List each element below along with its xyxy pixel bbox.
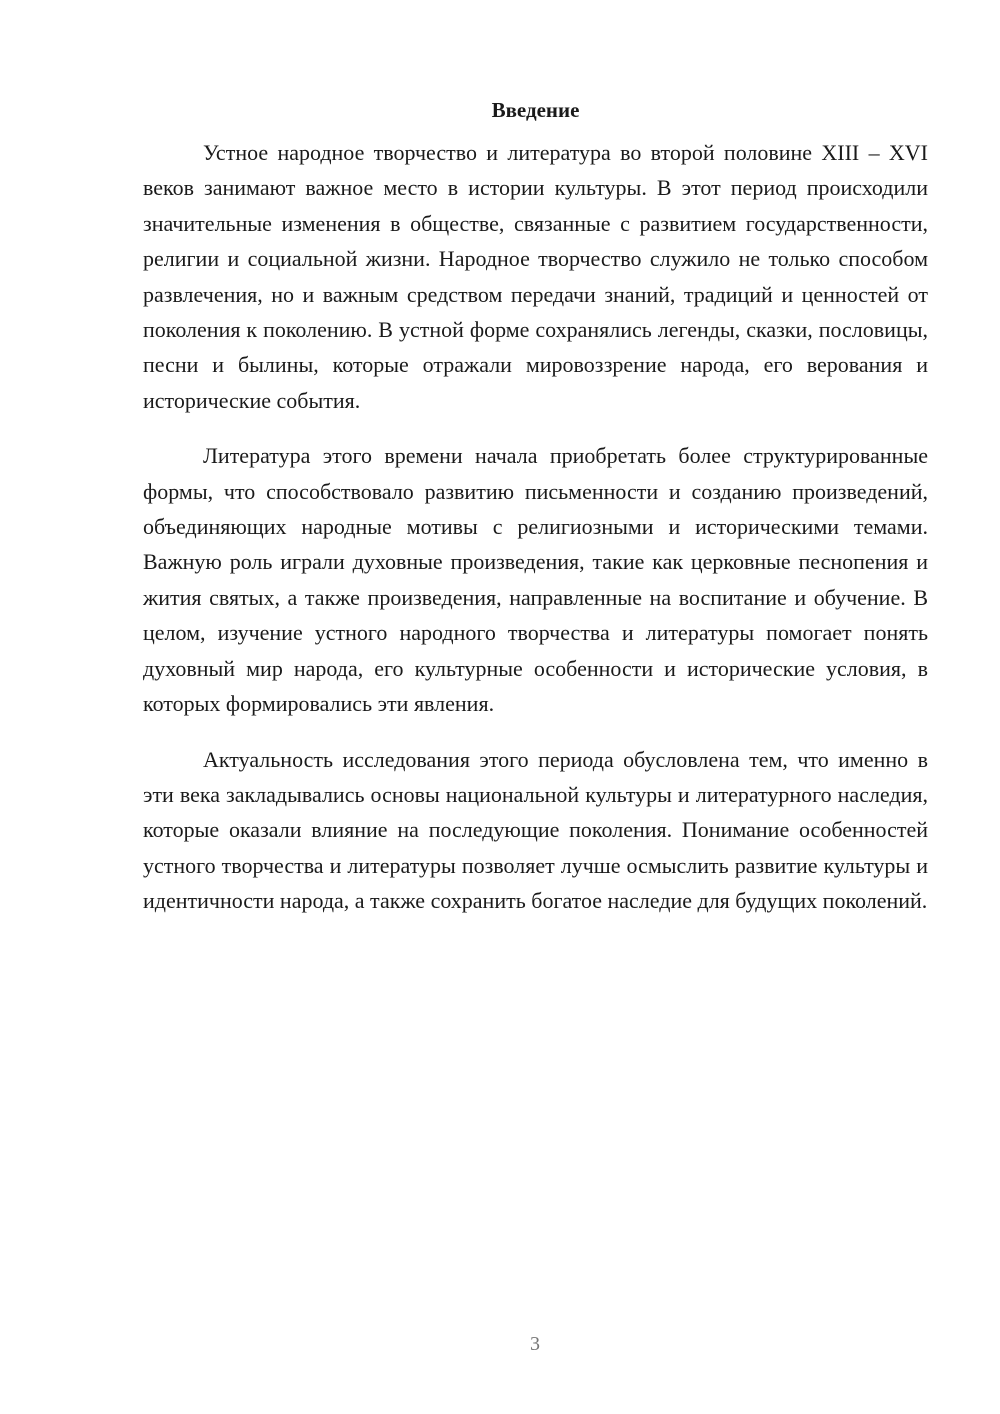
section-title: Введение — [491, 98, 580, 122]
page-number: 3 — [530, 1333, 540, 1355]
paragraph-3: Актуальность исследования этого периода обусловлена тем, что именно в эти века закладывались основы национальной культуры и литературного наследия, которые оказали влияние на последующие поколения. Понимание особенностей устного творчества и литературы позволяет лучше осмыслить развитие культуры и идентичности народа, а также сохранить богатое наследие для будущих поколений. — [143, 746, 928, 914]
page-content — [143, 95, 928, 939]
paragraph-1: Устное народное творчество и литература во второй половине XIII – XVI веков занимают важное место в истории культуры. В этот период происходили значительные изменения в обществе, связанные с развитием государственности, религии и социальной жизни. Народное творчество служило не только способом развлечения, но и важным средством передачи знаний, традиций и ценностей от поколения к поколению. В устной форме сохранялись легенды, сказки, пословицы, песни и былины, которые отражали мировоззрение народа, его верования и исторические события. — [143, 140, 928, 413]
paragraph-2: Литература этого времени начала приобретать более структурированные формы, что способствовало развитию письменности и созданию произведений, объединяющих народные мотивы с религиозными и историческими темами. Важную роль играли духовные произведения, такие как церковные песнопения и жития святых, а также произведения, направленные на воспитание и обучение. В целом, изучение устного народного творчества и литературы помогает понять духовный мир народа, его культурные особенности и исторические условия, в которых формировались эти явления. — [143, 443, 928, 717]
